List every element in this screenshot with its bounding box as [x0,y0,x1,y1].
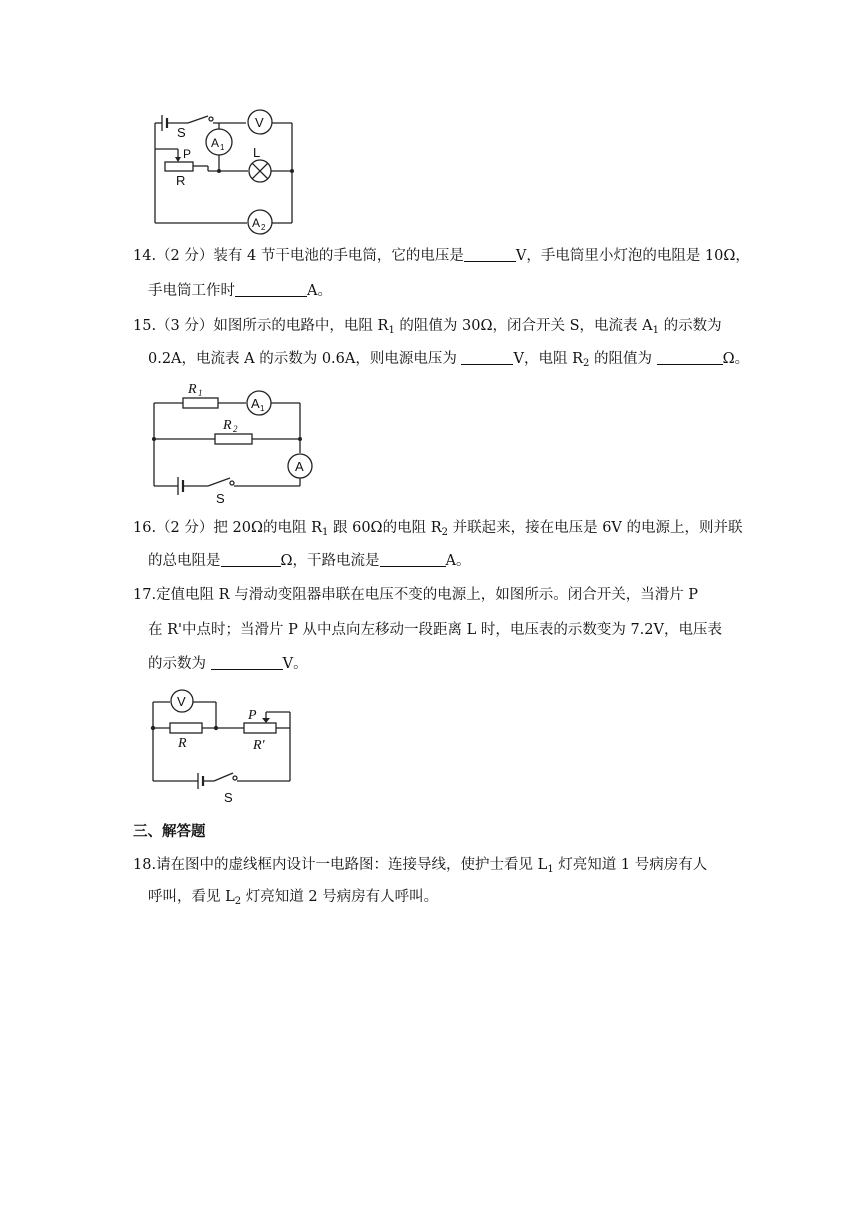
resistor-r-label: R [178,736,187,751]
ammeter-a2-label: A [252,216,261,230]
slider-p-label: P [248,708,257,723]
resistor-r2-label: R [223,418,232,433]
slider-p-label: P [183,147,192,161]
circuit-figure-2 [150,375,315,505]
section-heading: 三、解答题 [133,824,206,840]
lamp-label: L [253,145,261,160]
switch-label: S [224,790,233,805]
ammeter-a1-sub: 1 [220,143,225,152]
answer-blank[interactable] [221,552,281,567]
ammeter-a-label: A [295,459,304,474]
voltmeter-label: V [177,694,186,709]
resistor-r1-label: R [188,382,197,397]
question-15-line-2: 0.2A，电流表 A 的示数为 0.6A，则电源电压为 V，电阻 $R_2$ 的阻值为 Ω。 [148,351,750,369]
ammeter-a2-sub: 2 [261,223,266,232]
answer-blank[interactable] [461,350,513,365]
circuit-figure-3 [148,688,298,808]
rheostat-label: R [176,173,186,188]
resistor-r1-sub: 1 [198,388,203,398]
question-18-line-2: 呼叫，看见 $L_2$ 灯亮知道 2 号病房有人呼叫。 [148,889,439,907]
question-14-line-1: 14.（2 分）装有 4 节干电池的手电筒，它的电压是 V，手电筒里小灯泡的电阻是 10Ω， [133,248,750,264]
rheostat-r-prime-label: R' [253,738,265,753]
question-16-line-2: 的总电阻是 Ω，干路电流是 A。 [148,553,471,569]
answer-blank[interactable] [464,247,516,262]
resistor-r2-sub: 2 [233,424,238,434]
ammeter-a1-sub: 1 [260,404,265,413]
answer-blank[interactable] [211,655,283,670]
question-17-line-3: 的示数为 V。 [148,656,308,672]
ammeter-a1-label: A [211,136,220,150]
question-17-line-1: 17.定值电阻 R 与滑动变阻器串联在电压不变的电源上，如图所示。闭合开关，当滑片 P [133,587,699,603]
switch-label: S [216,491,225,506]
switch-label: S [177,125,186,140]
ammeter-a1-label: A [251,396,260,411]
answer-blank[interactable] [380,552,446,567]
question-14-line-2: 手电筒工作时 A。 [148,283,332,299]
question-18-line-1: 18.请在图中的虚线框内设计一电路图：连接导线，使护士看见 $L_1$ 灯亮知道 1 号病房有人 [133,857,708,875]
question-17-line-2: 在 R'中点时；当滑片 P 从中点向左移动一段距离 L 时，电压表的示数变为 7.2V，电压表 [148,622,722,638]
circuit-figure-1 [150,105,310,230]
voltmeter-label: V [255,115,264,130]
question-15-line-1: 15.（3 分）如图所示的电路中，电阻 $R_1$ 的阻值为 30Ω，闭合开关 S，电流表 $A_1$ 的示数为 [133,318,722,336]
answer-blank[interactable] [235,282,307,297]
question-16-line-1: 16.（2 分）把 20Ω的电阻 $R_1$ 跟 60Ω的电阻 $R_2$ 并联起来，接在电压是 6V 的电源上，则并联 [133,520,743,538]
answer-blank[interactable] [657,350,723,365]
